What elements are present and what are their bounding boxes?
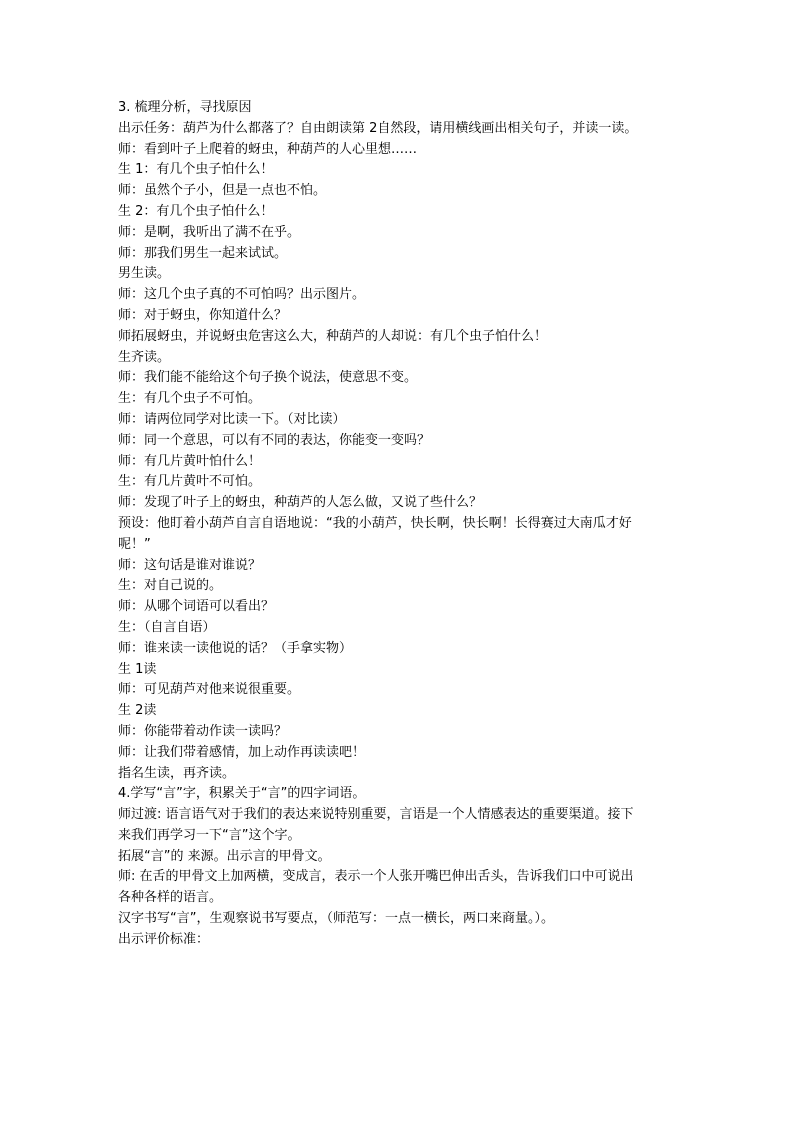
text-line: 生 2读 — [118, 703, 157, 719]
section-heading: 3. 梳理分析，寻找原因 — [118, 100, 252, 115]
text-line: 生：对自己说的。 — [118, 578, 223, 594]
text-line: 师：虽然个子小，但是一点也不怕。 — [118, 183, 327, 199]
text-line: 预设：他盯着小葫芦自言自语地说：“我的小葫芦，快长啊，快长啊！长得赛过大南瓜才好 — [118, 515, 632, 531]
text-line: 指名生读，再齐读。 — [118, 765, 236, 781]
text-line: 师：请两位同学对比读一下。（对比读） — [118, 411, 346, 427]
text-line: 师拓展蚜虫，并说蚜虫危害这么大，种葫芦的人却说：有几个虫子怕什么！ — [118, 328, 548, 344]
task-line: 出示任务：葫芦为什么都落了？自由朗读第 2自然段，请用横线画出相关句子，并读一读。 — [118, 120, 638, 136]
text-line: 师：从哪个词语可以看出？ — [118, 599, 275, 615]
text-line: 呢！” — [118, 536, 151, 552]
text-line: 生：有几个虫子不可怕。 — [118, 391, 262, 407]
text-line: 生 2：有几个虫子怕什么！ — [118, 203, 274, 219]
text-line: 师：那我们男生一起来试试。 — [118, 245, 288, 261]
text-line: 生 1：有几个虫子怕什么！ — [118, 162, 274, 178]
text-line: 师: 在舌的甲骨文上加两横，变成言，表示一个人张开嘴巴伸出舌头，告诉我们口中可说出 — [118, 869, 634, 885]
section-heading: 4.学写“言”字，积累关于“言”的四字词语。 — [118, 786, 366, 802]
text-line: 师：谁来读一读他说的话？（手拿实物） — [118, 640, 353, 656]
text-line: 师：我们能不能给这个句子换个说法，使意思不变。 — [118, 370, 418, 386]
text-line: 师：这几个虫子真的不可怕吗？出示图片。 — [118, 287, 366, 303]
text-line: 各种各样的语言。 — [118, 890, 223, 906]
text-line: 男生读。 — [118, 266, 171, 282]
text-line: 来我们再学习一下“言”这个字。 — [118, 827, 301, 843]
text-line: 汉字书写“言”，生观察说书写要点，（师范写：一点一横长，两口来商量。）。 — [118, 911, 554, 927]
text-line: 师：看到叶子上爬着的蚜虫，种葫芦的人心里想…… — [118, 141, 418, 157]
text-line: 师：这句话是谁对谁说？ — [118, 557, 262, 573]
text-line: 生齐读。 — [118, 349, 171, 365]
text-line: 师：你能带着动作读一读吗？ — [118, 723, 288, 739]
text-line: 拓展“言”的 来源。出示言的甲骨文。 — [118, 848, 331, 864]
text-line: 生：（自言自语） — [118, 619, 216, 635]
text-line: 师：有几片黄叶怕什么！ — [118, 453, 262, 469]
text-line: 生 1读 — [118, 661, 157, 677]
text-line: 师：可见葫芦对他来说很重要。 — [118, 682, 301, 698]
text-line: 师：是啊，我听出了满不在乎。 — [118, 224, 301, 240]
document-page — [118, 98, 684, 951]
text-line: 师：发现了叶子上的蚜虫，种葫芦的人怎么做，又说了些什么？ — [118, 495, 483, 511]
text-line: 生：有几片黄叶不可怕。 — [118, 474, 262, 490]
text-line: 出示评价标准： — [118, 931, 210, 947]
text-line: 师：让我们带着感情，加上动作再读读吧！ — [118, 744, 366, 760]
text-line: 师：同一个意思，可以有不同的表达，你能变一变吗？ — [118, 432, 431, 448]
text-line: 师：对于蚜虫，你知道什么？ — [118, 307, 288, 323]
text-line: 师过渡: 语言语气对于我们的表达来说特别重要，言语是一个人情感表达的重要渠道。接下 — [118, 807, 634, 823]
